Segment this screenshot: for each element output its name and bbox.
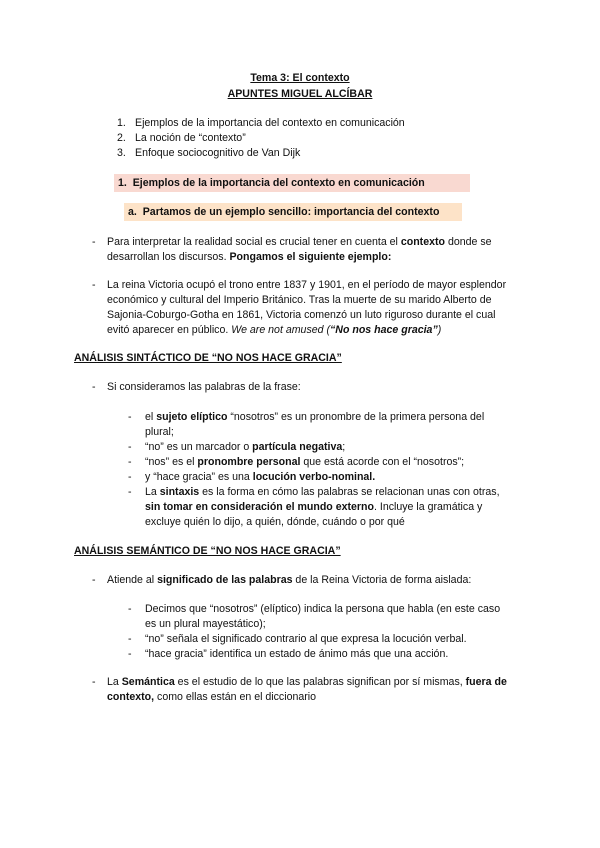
text-bold: fuera de <box>465 676 507 688</box>
text-bold: locución verbo-nominal. <box>252 471 376 483</box>
bullet-dash: - <box>128 633 132 645</box>
bullet-dash: - <box>128 648 132 660</box>
bullet-dash: - <box>92 574 96 586</box>
semantic-item: “no” señala el significado contrario al que expresa la locución verbal. <box>145 633 467 645</box>
bullet-dash: - <box>92 279 96 291</box>
bullet-dash: - <box>128 471 132 483</box>
syntax-item <box>145 484 500 500</box>
text-bold: pronombre personal <box>197 456 301 468</box>
bullet-line <box>107 249 391 265</box>
bullet-line <box>107 234 492 250</box>
section1-num: 1. <box>118 177 127 189</box>
subtitle-text: APUNTES MIGUEL ALCÍBAR <box>227 88 373 100</box>
text-run: Para interpretar la realidad social es crucial tener en cuenta el <box>107 236 401 248</box>
section1a-letter: a. <box>128 206 137 218</box>
semantic-item: Decimos que “nosotros” (elíptico) indica la persona que habla (en este caso <box>145 603 501 615</box>
syntax-item-cont <box>145 499 482 515</box>
section1a-heading-text: Partamos de un ejemplo sencillo: importancia del contexto <box>142 206 440 218</box>
semantic-item: “hace gracia” identifica un estado de ánimo más que una acción. <box>145 648 449 660</box>
section1-heading <box>114 174 470 192</box>
text-italic: We are not amused ( <box>231 324 330 336</box>
bullet-dash: - <box>128 603 132 615</box>
text-run: “nos” es el <box>145 456 198 468</box>
text-bold: sujeto elíptico <box>156 411 228 423</box>
syntax-item <box>145 439 345 455</box>
semantic-item-cont: es un plural mayestático); <box>145 618 266 630</box>
syntax-item <box>145 469 375 485</box>
text-bold: Semántica <box>121 676 175 688</box>
index-item: Ejemplos de la importancia del contexto en comunicación <box>135 117 405 129</box>
section1-heading-text: Ejemplos de la importancia del contexto en comunicación <box>132 177 425 189</box>
bullet-dash: - <box>128 411 132 423</box>
document-subtitle <box>0 86 600 102</box>
text-run: La <box>107 676 122 688</box>
text-bold: sin tomar en consideración el mundo externo <box>145 501 374 513</box>
bullet-line: La reina Victoria ocupó el trono entre 1837 y 1901, en el período de mayor esplendor <box>107 279 507 291</box>
text-bold: partícula negativa <box>252 441 343 453</box>
bullet-line <box>107 322 441 338</box>
index-num: 1. <box>117 117 126 129</box>
text-run: La <box>145 486 160 498</box>
text-bold: contexto <box>400 236 445 248</box>
text-bold: sintaxis <box>159 486 200 498</box>
semantic-intro <box>107 572 471 588</box>
title-text: Tema 3: El contexto <box>250 72 350 84</box>
text-bold: contexto, <box>107 691 155 703</box>
text-italic: ) <box>437 324 442 336</box>
document-title <box>0 70 600 86</box>
text-run: . Incluye la gramática y <box>374 501 483 513</box>
semantic-conclusion-line <box>107 689 316 705</box>
index-num: 2. <box>117 132 126 144</box>
text-run: es la forma en cómo las palabras se relacionan unas con otras, <box>199 486 500 498</box>
bullet-line: económico y cultural del Imperio Británico. Tras la muerte de su marido Alberto de <box>107 294 492 306</box>
text-run: es el estudio de lo que las palabras significan por sí mismas, <box>174 676 466 688</box>
text-run: Atiende al <box>107 574 158 586</box>
text-run: de la Reina Victoria de forma aislada: <box>292 574 472 586</box>
syntax-item-cont: plural; <box>145 426 174 438</box>
text-run: y “hace gracia” es una <box>145 471 253 483</box>
syntax-item <box>145 454 464 470</box>
index-item: La noción de “contexto” <box>135 132 246 144</box>
text-bold: significado de las palabras <box>157 574 293 586</box>
bullet-dash: - <box>92 236 96 248</box>
bullet-dash: - <box>128 441 132 453</box>
text-run: evitó aparecer en público. <box>107 324 232 336</box>
syntax-item-cont: excluye quién lo dijo, a quién, dónde, cuándo o por qué <box>145 516 405 528</box>
text-run: ; <box>342 441 346 453</box>
bullet-dash: - <box>128 456 132 468</box>
text-run: como ellas están en el diccionario <box>154 691 317 703</box>
text-run: el <box>145 411 157 423</box>
syntax-heading: ANÁLISIS SINTÁCTICO DE “NO NOS HACE GRACIA” <box>74 352 342 364</box>
text-run: desarrollan los discursos. <box>107 251 230 263</box>
text-run: “no” es un marcador o <box>145 441 253 453</box>
section1a-heading <box>124 203 462 221</box>
text-run: “nosotros” es un pronombre de la primera persona del <box>227 411 485 423</box>
bullet-dash: - <box>92 381 96 393</box>
index-num: 3. <box>117 147 126 159</box>
text-bold: Pongamos el siguiente ejemplo: <box>229 251 392 263</box>
index-item: Enfoque sociocognitivo de Van Dijk <box>135 147 301 159</box>
text-run: donde se <box>445 236 492 248</box>
semantic-conclusion-line <box>107 674 507 690</box>
syntax-item <box>145 409 484 425</box>
syntax-intro: Si consideramos las palabras de la frase: <box>107 381 301 393</box>
text-run: que está acorde con el “nosotros”; <box>300 456 465 468</box>
text-bold-italic: “No nos hace gracia” <box>330 324 438 336</box>
semantic-heading: ANÁLISIS SEMÁNTICO DE “NO NOS HACE GRACIA” <box>74 545 341 557</box>
bullet-line: Sajonia-Coburgo-Gotha en 1861, Victoria comenzó un luto riguroso durante el cual <box>107 309 496 321</box>
bullet-dash: - <box>128 486 132 498</box>
bullet-dash: - <box>92 676 96 688</box>
